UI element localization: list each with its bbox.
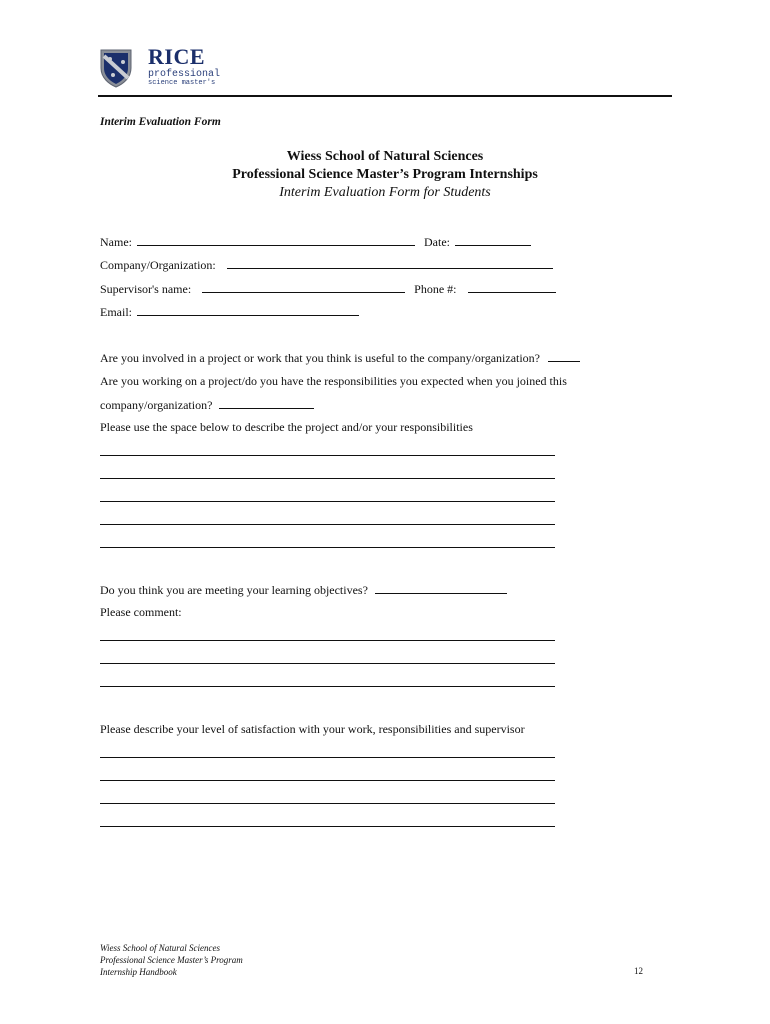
logo-subtitle-professional: professional [148,69,221,80]
email-field-row [100,304,359,319]
question-objectives: Do you think you are meeting your learning objectives? [100,583,368,597]
phone-blank[interactable] [468,281,556,293]
answer-line[interactable] [100,501,555,502]
form-label: Interim Evaluation Form [100,116,221,128]
school-title: Wiess School of Natural Sciences [286,149,484,164]
footer-handbook: Internship Handbook [100,967,177,977]
email-label: Email: [100,305,132,319]
name-label: Name: [100,235,132,249]
supervisor-label: Supervisor's name: [100,282,192,296]
answer-line[interactable] [100,524,555,525]
company-field-row [100,257,553,272]
question-describe-project: Please use the space below to describe the project and/or your responsibilities [100,420,473,434]
date-blank[interactable] [455,234,531,246]
answer-line[interactable] [100,686,555,687]
question-useful: Are you involved in a project or work that you think is useful to the company/organization? [100,351,541,365]
name-field-row [100,234,531,249]
rice-shield-logo-icon [99,48,133,88]
comment-label: Please comment: [100,605,182,619]
question-satisfaction: Please describe your level of satisfaction with your work, responsibilities and supervisor [100,722,525,736]
page-number: 12 [634,966,643,976]
supervisor-blank[interactable] [202,281,405,293]
question-expected-blank[interactable] [219,397,314,409]
date-label: Date: [424,235,450,249]
question-expected-line1: Are you working on a project/do you have the responsibilities you expected when you joined this [100,374,567,388]
answer-line[interactable] [100,780,555,781]
logo-wordmark: RICE [148,44,206,69]
question-useful-row [100,350,580,365]
question-objectives-blank[interactable] [375,582,507,594]
program-title: Professional Science Master’s Program Internships [232,167,538,182]
form-title: Interim Evaluation Form for Students [279,185,491,200]
supervisor-field-row [100,281,556,296]
answer-line[interactable] [100,640,555,641]
logo-subtitle-science-masters: science master's [148,79,216,87]
answer-line[interactable] [100,826,555,827]
phone-label: Phone #: [414,282,457,296]
footer-program: Professional Science Master’s Program [100,955,243,965]
answer-line[interactable] [100,478,555,479]
answer-line[interactable] [100,455,555,456]
answer-line[interactable] [100,757,555,758]
answer-line[interactable] [100,547,555,548]
email-blank[interactable] [137,304,359,316]
question-objectives-row [100,582,507,597]
question-useful-blank[interactable] [548,350,580,362]
header-divider [98,95,672,97]
name-blank[interactable] [137,234,415,246]
company-blank[interactable] [227,257,553,269]
question-expected-text: company/organization? [100,398,213,412]
answer-line[interactable] [100,663,555,664]
footer-school: Wiess School of Natural Sciences [100,943,220,953]
answer-line[interactable] [100,803,555,804]
question-expected-line2 [100,397,314,412]
company-label: Company/Organization: [100,258,216,272]
